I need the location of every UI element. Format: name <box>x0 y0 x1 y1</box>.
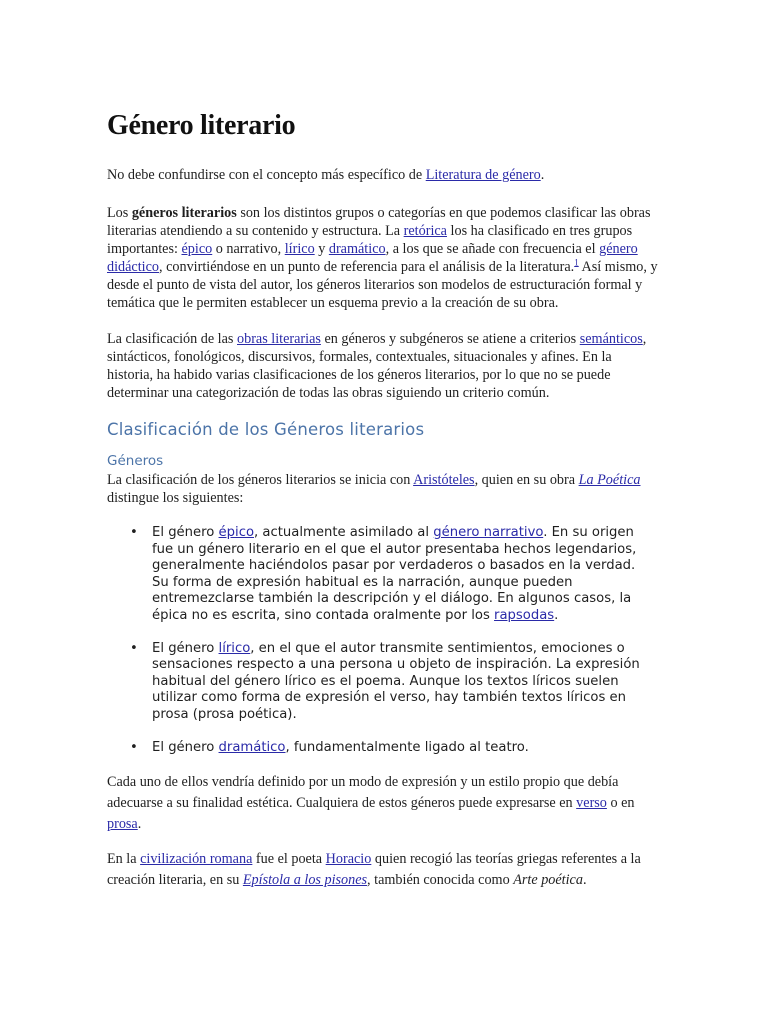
text: El género <box>152 525 219 540</box>
link-prosa[interactable]: prosa <box>107 816 138 833</box>
text: Los <box>107 205 132 221</box>
text: El género <box>152 739 219 755</box>
list-item <box>130 739 660 757</box>
footnote-link[interactable]: 1 <box>574 257 579 268</box>
text: La clasificación de los géneros literarios se inicia con <box>107 472 414 488</box>
text: son los distintos grupos o categorías en que podemos clasificar las obras literarias atendiendo a su contenido y estructura. La <box>107 205 651 239</box>
text: , convirtiéndose en un punto de referencia para el análisis de la literatura. <box>159 259 575 275</box>
link-civilizacion-romana[interactable]: civilización romana <box>140 851 253 868</box>
text: , actualmente asimilado al <box>254 525 434 540</box>
link-horacio[interactable]: Horacio <box>325 851 372 868</box>
text: en géneros y subgéneros se atiene a criterios <box>320 331 580 347</box>
genre-list <box>107 525 660 756</box>
note-text: No debe confundirse con el concepto más específico de <box>107 167 426 183</box>
bullet-icon: • <box>130 640 138 656</box>
link-obras-literarias[interactable]: obras literarias <box>237 331 321 347</box>
link-dramatico[interactable]: dramático <box>328 241 386 257</box>
text: Así mismo, y desde el punto de vista del autor, los géneros literarios son modelos de estructuración formal y temática que le permiten establecer un esquema previo a la creación de su obra. <box>107 259 658 311</box>
text: La clasificación de las <box>107 331 237 347</box>
link-verso[interactable]: verso <box>576 795 607 812</box>
text: o narrativo, <box>212 241 285 257</box>
list-item <box>130 525 660 625</box>
text: , en el que el autor transmite sentimientos, emociones o sensaciones respecto a una persona u objeto de inspiración. La expresión habitual del género lírico es el poema. Aunque los textos líricos suelen utilizar como forma de expresión el verso, hay también textos líricos en prosa (prosa poética). <box>152 640 640 722</box>
each-genre-paragraph <box>107 772 660 835</box>
text: , sintácticos, fonológicos, discursivos, formales, contextuales, situacionales y afines. En la historia, ha habido varias clasificaciones de los géneros literarios, por lo que no se puede determinar una categorización de todas las obras siguiendo un criterio común. <box>107 331 647 401</box>
text: . <box>137 816 142 833</box>
italic-term: Arte poética <box>513 872 583 889</box>
section-heading: Clasificación de los Géneros literarios <box>107 420 425 439</box>
text: , fundamentalmente ligado al teatro. <box>285 739 529 755</box>
link-genero-didactico[interactable]: género didáctico <box>107 241 638 275</box>
text: . <box>582 872 587 889</box>
text: , también conocida como <box>367 872 514 889</box>
text: y <box>314 241 329 257</box>
text: distingue los siguientes: <box>107 490 244 506</box>
link-epistola-a-los-pisones[interactable]: Epístola a los pisones <box>242 872 368 889</box>
generos-paragraph <box>107 471 660 507</box>
link-epico-item[interactable]: épico <box>218 525 255 540</box>
intro-paragraph <box>107 204 660 312</box>
link-la-poetica[interactable]: La Poética <box>578 472 641 488</box>
text: , quien en su obra <box>474 472 579 488</box>
link-dramatico-item[interactable]: dramático <box>218 739 286 755</box>
roman-paragraph <box>107 849 660 891</box>
link-epico[interactable]: épico <box>181 241 213 257</box>
subsection-heading: Géneros <box>107 453 164 469</box>
text: . <box>554 607 559 623</box>
bold-term: géneros literarios <box>131 205 237 221</box>
text: fue el poeta <box>252 851 326 868</box>
link-rapsodas[interactable]: rapsodas <box>494 607 555 623</box>
page-title: Género literario <box>107 110 296 141</box>
link-genero-narrativo[interactable]: género narrativo <box>433 525 544 540</box>
link-literatura-de-genero[interactable]: Literatura de género <box>425 167 541 183</box>
text: , a los que se añade con frecuencia el <box>385 241 600 257</box>
link-lirico-item[interactable]: lírico <box>218 640 251 656</box>
link-aristoteles[interactable]: Aristóteles <box>413 472 475 488</box>
link-lirico[interactable]: lírico <box>284 241 315 257</box>
document-page <box>107 110 660 891</box>
text: . En su origen fue un género literario en el que el autor presentaba hechos legendarios, generalmente haciéndolos pasar por verdaderos o basados en la verdad. Su forma de expresión habitual es la narración, aunque pueden entremezclarse también la descripción y el diálogo. En algunos casos, la épica no es escrita, sino contada oralmente por los <box>152 525 637 623</box>
link-semanticos[interactable]: semánticos <box>579 331 643 347</box>
text: El género <box>152 640 219 656</box>
list-item <box>130 640 660 724</box>
classification-paragraph <box>107 330 660 402</box>
disambiguation-note <box>107 166 660 184</box>
text: los ha clasificado en tres grupos importantes: <box>107 223 633 257</box>
bullet-icon: • <box>130 525 138 540</box>
note-suffix: . <box>540 167 545 183</box>
text: quien recogió las teorías griegas referentes a la creación literaria, en su <box>107 851 641 889</box>
bullet-icon: • <box>130 739 138 755</box>
text: Cada uno de ellos vendría definido por un modo de expresión y un estilo propio que debía adecuarse a su finalidad estética. Cualquiera de estos géneros puede expresarse en <box>107 774 619 812</box>
text: En la <box>107 851 141 868</box>
link-retorica[interactable]: retórica <box>403 223 447 239</box>
text: o en <box>606 795 635 812</box>
